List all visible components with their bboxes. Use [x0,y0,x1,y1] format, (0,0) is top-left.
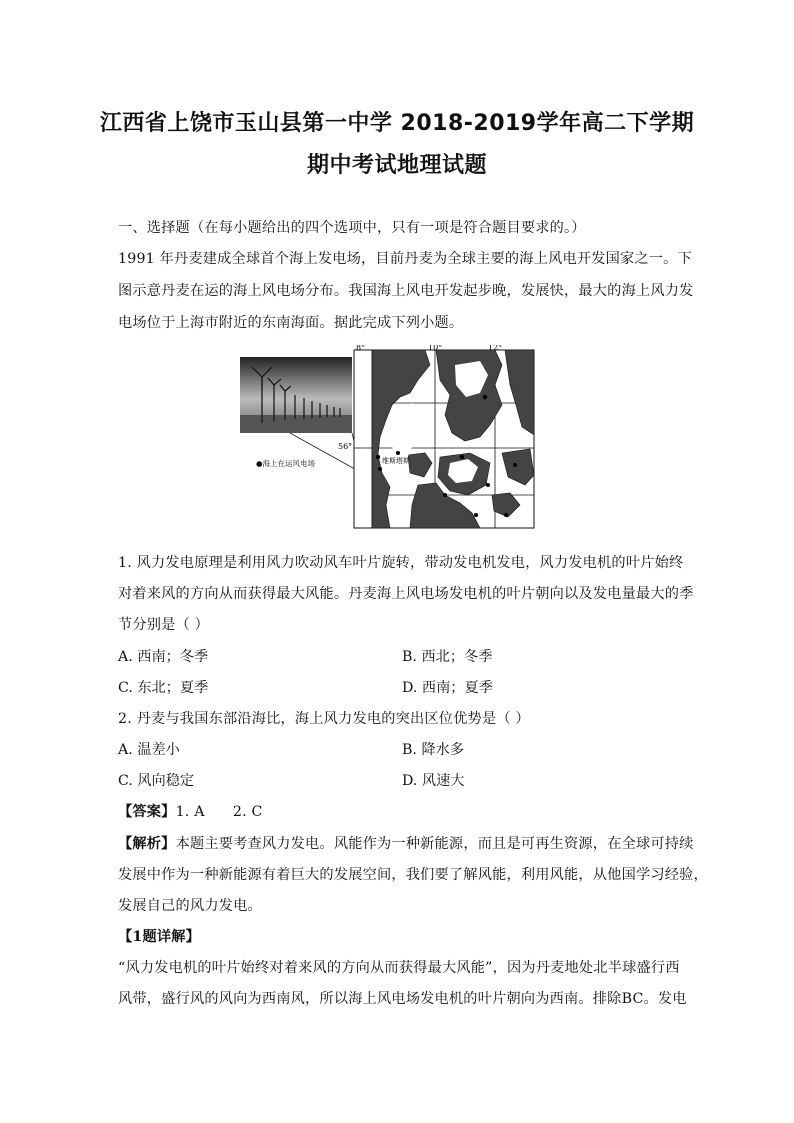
detail-label: 【1题详解】 [118,929,201,945]
detail-line-1: “风力发电机的叶片始终对着来风的方向从而获得最大风能”，因为丹麦地处北半球盛行西 [118,960,680,976]
q1-line-1: 1. 风力发电原理是利用风力吹动风车叶片旋转，带动发电机发电，风力发电机的叶片始终 [118,555,684,571]
intro-line-2: 图示意丹麦在运的海上风电场分布。我国海上风电开发起步晚，发展快，最大的海上风力发 [118,283,694,299]
detail-line-2: 风带，盛行风的风向为西南风，所以海上风电场发电机的叶片朝向为西南。排除BC。发电 [118,991,687,1007]
lon-label-12: 12° [488,345,503,352]
analysis-label: 【解析】 [118,836,176,852]
answer-label: 【答案】 [118,804,176,820]
denmark-map [338,345,534,528]
wind-turbine-photo [240,357,352,433]
q1-option-c: C. 东北；夏季 [118,680,209,696]
analysis-line-2: 发展中作为一种新能源有着巨大的发展空间，我们要了解风能，利用风能，从他国学习经验， [118,867,708,883]
q1-line-3: 节分别是（ ） [118,617,210,633]
q1-option-b: B. 西北；冬季 [402,649,493,665]
analysis-line-3: 发展自己的风力发电。 [118,898,262,914]
document-title-line-2: 期中考试地理试题 [306,153,487,178]
q2-option-a: A. 温差小 [118,742,180,758]
wind-farm-figure [240,345,535,529]
place-label-vestas: 维斯塔斯 [382,457,410,465]
intro-line-1: 1991 年丹麦建成全球首个海上发电场，目前丹麦为全球主要的海上风电开发国家之一。下 [118,251,692,267]
q2-option-c: C. 风向稳定 [118,773,195,789]
lon-label-8: 8° [356,345,366,352]
answer-text: 1. A 2. C [175,804,263,820]
intro-line-3: 电场位于上海市附近的东南海面。据此完成下列小题。 [118,315,464,331]
document-title-line-1: 江西省上饶市玉山县第一中学 2018-2019学年高二下学期 [99,111,695,136]
map-legend: ●海上在运风电场 [256,459,316,468]
q2-option-b: B. 降水多 [402,742,465,758]
q2-line: 2. 丹麦与我国东部沿海比，海上风力发电的突出区位优势是（ ） [118,711,530,727]
q1-option-d: D. 西南；夏季 [402,680,493,696]
answer-line [118,801,263,821]
q1-line-2: 对着来风的方向从而获得最大风能。丹麦海上风电场发电机的叶片朝向以及发电量最大的季 [118,586,694,602]
q2-option-d: D. 风速大 [402,773,465,789]
analysis-text-1: 本题主要考查风力发电。风能作为一种新能源，而且是可再生资源，在全球可持续 [175,836,694,852]
lon-label-10: 10° [428,345,443,352]
analysis-line-1 [118,833,694,853]
section-heading: 一、选择题（在每小题给出的四个选项中，只有一项是符合题目要求的。） [118,220,586,236]
lat-label-56: 56° [338,442,353,451]
q1-option-a: A. 西南；冬季 [118,649,209,665]
